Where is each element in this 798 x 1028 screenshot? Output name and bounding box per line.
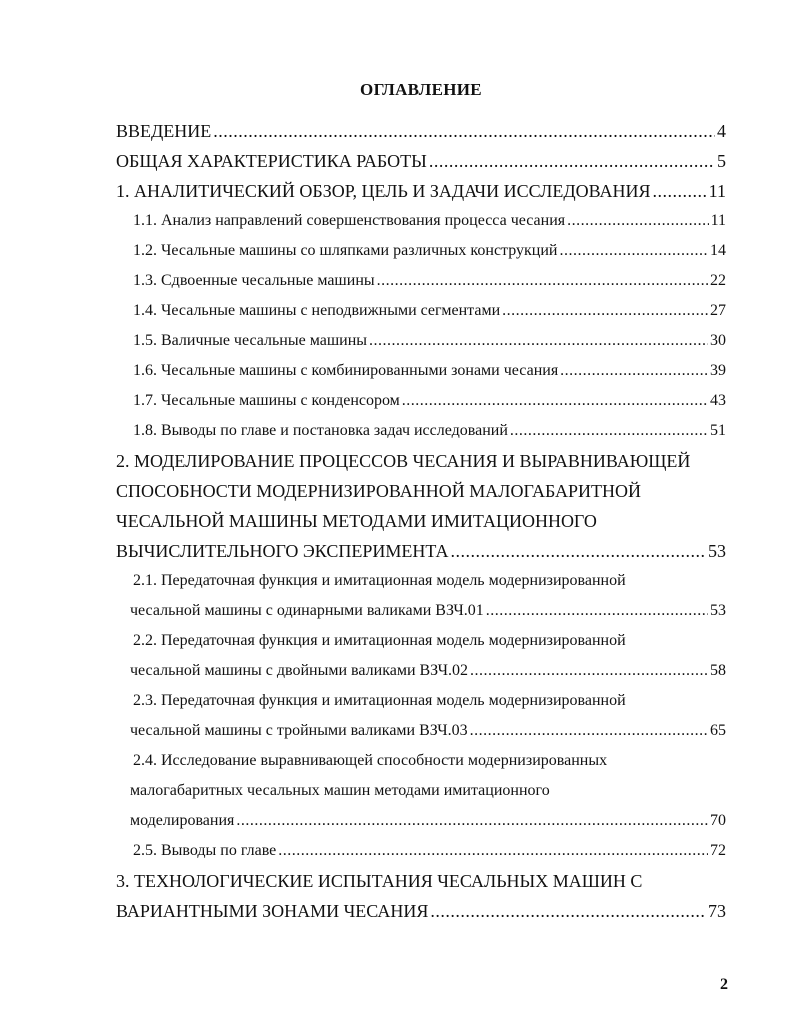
toc-entry-line: малогабаритных чесальных машин методами имитационного	[130, 782, 550, 799]
toc-entry-line: 3. ТЕХНОЛОГИЧЕСКИЕ ИСПЫТАНИЯ ЧЕСАЛЬНЫХ МАШИН С	[116, 871, 643, 891]
toc-leader-dots	[236, 806, 708, 836]
toc-leader-dots	[560, 356, 708, 386]
toc-entry-text: 1. АНАЛИТИЧЕСКИЙ ОБЗОР, ЦЕЛЬ И ЗАДАЧИ ИССЛЕДОВАНИЯ	[116, 181, 651, 201]
toc-page-number: 53	[708, 541, 726, 561]
toc-entry-text: 1.8. Выводы по главе и постановка задач исследований	[133, 422, 508, 439]
toc-entry-text: 1.3. Сдвоенные чесальные машины	[133, 272, 375, 289]
toc-leader-dots	[377, 266, 708, 296]
toc-entry-chapter-1[interactable]	[116, 176, 726, 206]
toc-page-number: 11	[708, 181, 726, 201]
toc-entry-line: 2.3. Передаточная функция и имитационная модель модернизированной	[133, 692, 626, 709]
toc-entry-1-1[interactable]	[116, 206, 726, 236]
toc-leader-dots	[429, 146, 715, 176]
toc-entry-text: 1.6. Чесальные машины с комбинированными зонами чесания	[133, 362, 559, 379]
page-number: 2	[720, 976, 728, 993]
toc-page-number: 27	[710, 302, 726, 319]
toc-entry-2-4[interactable]	[116, 746, 726, 836]
toc-page-number: 58	[710, 662, 726, 679]
toc-entry-1-4[interactable]	[116, 296, 726, 326]
toc-entry-2-1[interactable]	[116, 566, 726, 626]
toc-entry-2-3[interactable]	[116, 686, 726, 746]
toc-entry-line: ЧЕСАЛЬНОЙ МАШИНЫ МЕТОДАМИ ИМИТАЦИОННОГО	[116, 511, 597, 531]
toc-page-number: 30	[710, 332, 726, 349]
toc-entry-text: чесальной машины с одинарными валиками ВЗЧ.01	[130, 602, 484, 619]
toc-entry-chapter-3[interactable]	[116, 866, 726, 926]
toc-page-number: 51	[710, 422, 726, 439]
toc-entry-1-2[interactable]	[116, 236, 726, 266]
toc-entry-text: 1.5. Валичные чесальные машины	[133, 332, 368, 349]
toc-entry-line: 2.1. Передаточная функция и имитационная модель модернизированной	[133, 572, 626, 589]
toc-entry-2-2[interactable]	[116, 626, 726, 686]
toc-page-number: 73	[708, 901, 726, 921]
toc-page-number: 5	[717, 151, 726, 171]
toc-entry-line: 2.2. Передаточная функция и имитационная модель модернизированной	[133, 632, 626, 649]
toc-entry-line: 2. МОДЕЛИРОВАНИЕ ПРОЦЕССОВ ЧЕСАНИЯ И ВЫРАВНИВАЮЩЕЙ	[116, 451, 691, 471]
toc-leader-dots	[402, 386, 708, 416]
table-of-contents	[116, 116, 726, 926]
toc-page-number: 22	[710, 272, 726, 289]
toc-entry-text: ОБЩАЯ ХАРАКТЕРИСТИКА РАБОТЫ	[116, 151, 427, 171]
toc-leader-dots	[653, 176, 707, 206]
toc-leader-dots	[213, 116, 715, 146]
toc-entry-text: ВАРИАНТНЫМИ ЗОНАМИ ЧЕСАНИЯ	[116, 901, 429, 921]
toc-leader-dots	[486, 596, 708, 626]
toc-page-number: 65	[710, 722, 726, 739]
toc-page-number: 39	[710, 362, 726, 379]
toc-entry-1-5[interactable]	[116, 326, 726, 356]
toc-leader-dots	[502, 296, 708, 326]
toc-leader-dots	[470, 716, 708, 746]
toc-entry-text: 1.7. Чесальные машины с конденсором	[133, 392, 400, 409]
toc-page-number: 11	[710, 212, 726, 229]
toc-page-number: 53	[710, 602, 726, 619]
toc-entry-1-3[interactable]	[116, 266, 726, 296]
toc-entry-1-8[interactable]	[116, 416, 726, 446]
toc-entry-text: ВЫЧИСЛИТЕЛЬНОГО ЭКСПЕРИМЕНТА	[116, 541, 449, 561]
toc-entry-text: 2.5. Выводы по главе	[133, 842, 277, 859]
toc-entry-text: чесальной машины с тройными валиками ВЗЧ.03	[130, 722, 468, 739]
toc-entry-text: 1.4. Чесальные машины с неподвижными сегментами	[133, 302, 501, 319]
toc-page-number: 14	[710, 242, 726, 259]
toc-leader-dots	[567, 206, 708, 236]
toc-leader-dots	[278, 836, 708, 866]
toc-entry-text: ВВЕДЕНИЕ	[116, 121, 212, 141]
toc-leader-dots	[450, 536, 706, 566]
toc-entry-chapter-2[interactable]	[116, 446, 726, 566]
toc-entry-1-7[interactable]	[116, 386, 726, 416]
toc-leader-dots	[369, 326, 708, 356]
toc-page-number: 72	[710, 842, 726, 859]
toc-entry-introduction[interactable]	[116, 116, 726, 146]
toc-entry-line: 2.4. Исследование выравнивающей способности модернизированных	[133, 752, 608, 769]
toc-leader-dots	[510, 416, 708, 446]
toc-entry-1-6[interactable]	[116, 356, 726, 386]
toc-page-number: 70	[710, 812, 726, 829]
toc-page-number: 43	[710, 392, 726, 409]
toc-entry-text: 1.1. Анализ направлений совершенствования процесса чесания	[133, 212, 566, 229]
toc-page-number: 4	[717, 121, 726, 141]
toc-leader-dots	[470, 656, 708, 686]
toc-entry-text: чесальной машины с двойными валиками ВЗЧ.02	[130, 662, 468, 679]
toc-entry-text: 1.2. Чесальные машины со шляпками различных конструкций	[133, 242, 558, 259]
toc-entry-text: моделирования	[130, 812, 235, 829]
toc-leader-dots	[559, 236, 708, 266]
toc-entry-general[interactable]	[116, 146, 726, 176]
toc-entry-line: СПОСОБНОСТИ МОДЕРНИЗИРОВАННОЙ МАЛОГАБАРИТНОЙ	[116, 481, 642, 501]
toc-title: ОГЛАВЛЕНИЕ	[360, 80, 482, 99]
toc-leader-dots	[430, 896, 706, 926]
toc-entry-2-5[interactable]	[116, 836, 726, 866]
